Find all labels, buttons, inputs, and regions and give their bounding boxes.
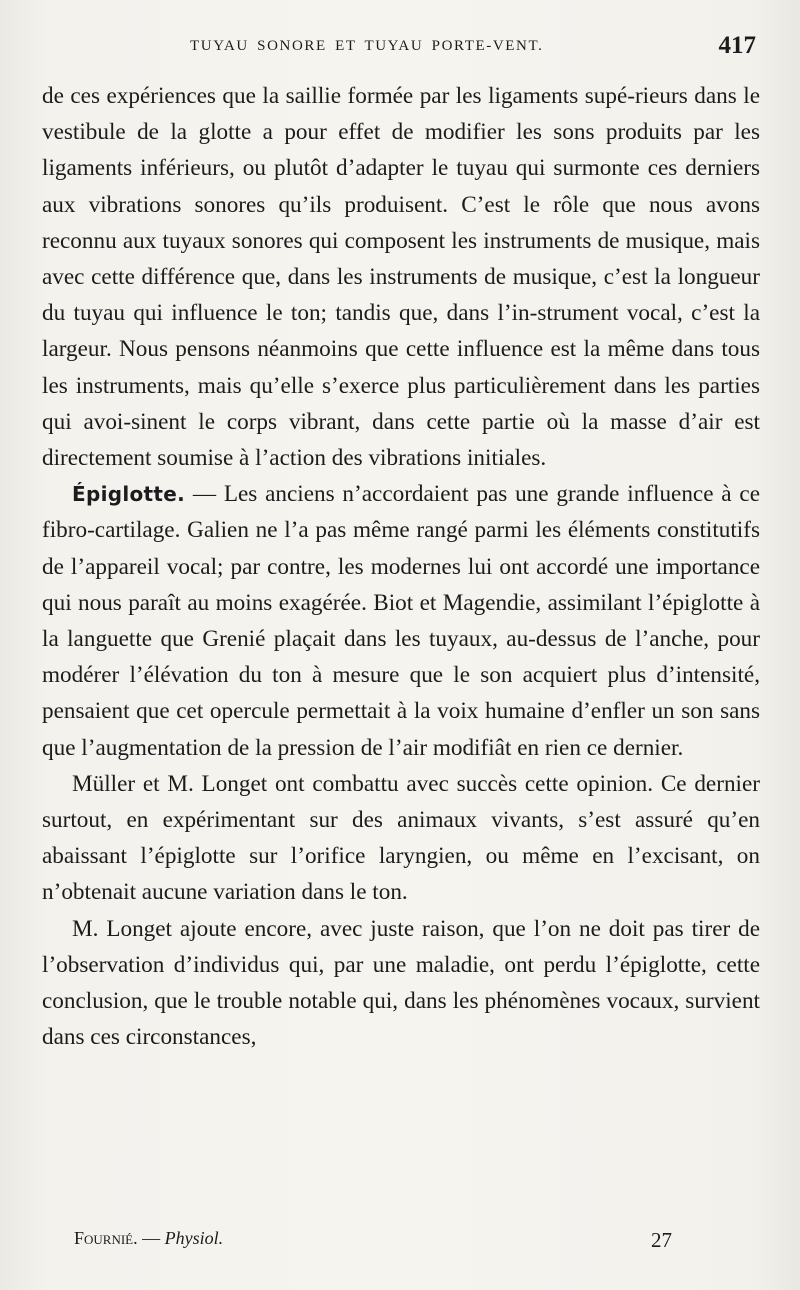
paragraph-1: de ces expériences que la saillie formée par les ligaments supé-rieurs dans le vestibule de la glotte a pour effet de modifier les sons produits par les ligaments inférieurs, ou plutôt d’adapter le tuyau qui surmonte ces derniers aux vibrations sonores qu’ils produisent. C’est le rôle que nous avons reconnu aux tuyaux sonores qui composent les instruments de musique, mais avec cette différence que, dans les instruments de musique, c’est la longueur du tuyau qui influence le ton; tandis que, dans l’in-strument vocal, c’est la largeur. Nous pensons néanmoins que cette influence est la même dans tous les instruments, mais qu’elle s’exerce plus particulièrement dans les parties qui avoi-sinent le corps vibrant, dans cette partie où la masse d’air est directement soumise à l’action des vibrations initiales. — [42, 83, 760, 472]
footer-credit — [74, 1228, 223, 1249]
footer-separator: — — [137, 1228, 165, 1248]
section-heading: Épiglotte. — [72, 482, 186, 507]
signature-mark: 27 — [651, 1228, 672, 1252]
paragraph-4: M. Longet ajoute encore, avec juste raison, que l’on ne doit pas tirer de l’observation d’individus qui, par une maladie, ont perdu l’épiglotte, cette conclusion, que le trouble notable qui, dans les phénomènes vocaux, survient dans ces circonstances, — [42, 915, 760, 1051]
running-title: TUYAU SONORE ET TUYAU PORTE-VENT. — [190, 38, 544, 54]
body-text — [42, 78, 760, 1055]
page-number: 417 — [718, 32, 756, 59]
paragraph-3: Müller et M. Longet ont combattu avec succès cette opinion. Ce dernier surtout, en expérimentant sur des animaux vivants, s’est assuré qu’en abaissant l’épiglotte sur l’orifice laryngien, ou même en l’excisant, on n’obtenait aucune variation dans le ton. — [42, 770, 760, 906]
running-head — [40, 34, 760, 62]
paragraph-epiglotte-text: — Les anciens n’accordaient pas une grande influence à ce fibro-cartilage. Galien ne l’a pas même rangé parmi les éléments constitutifs de l’appareil vocal; par contre, les modernes lui ont accordé une importance qui nous paraît au moins exagérée. Biot et Magendie, assimilant l’épiglotte à la languette que Grenié plaçait dans les tuyaux, au-dessus de l’anche, pour modérer l’élévation du ton à mesure que le son acquiert plus d’intensité, pensaient que cet opercule permettait à la voix humaine d’enfler un son sans que l’augmentation de la pression de l’air modifiât en rien ce dernier. — [42, 481, 760, 761]
page-footer — [42, 1228, 760, 1258]
paragraph-epiglotte — [42, 476, 760, 766]
footer-title: Physiol. — [164, 1228, 224, 1248]
footer-author: Fournié. — [74, 1228, 138, 1248]
